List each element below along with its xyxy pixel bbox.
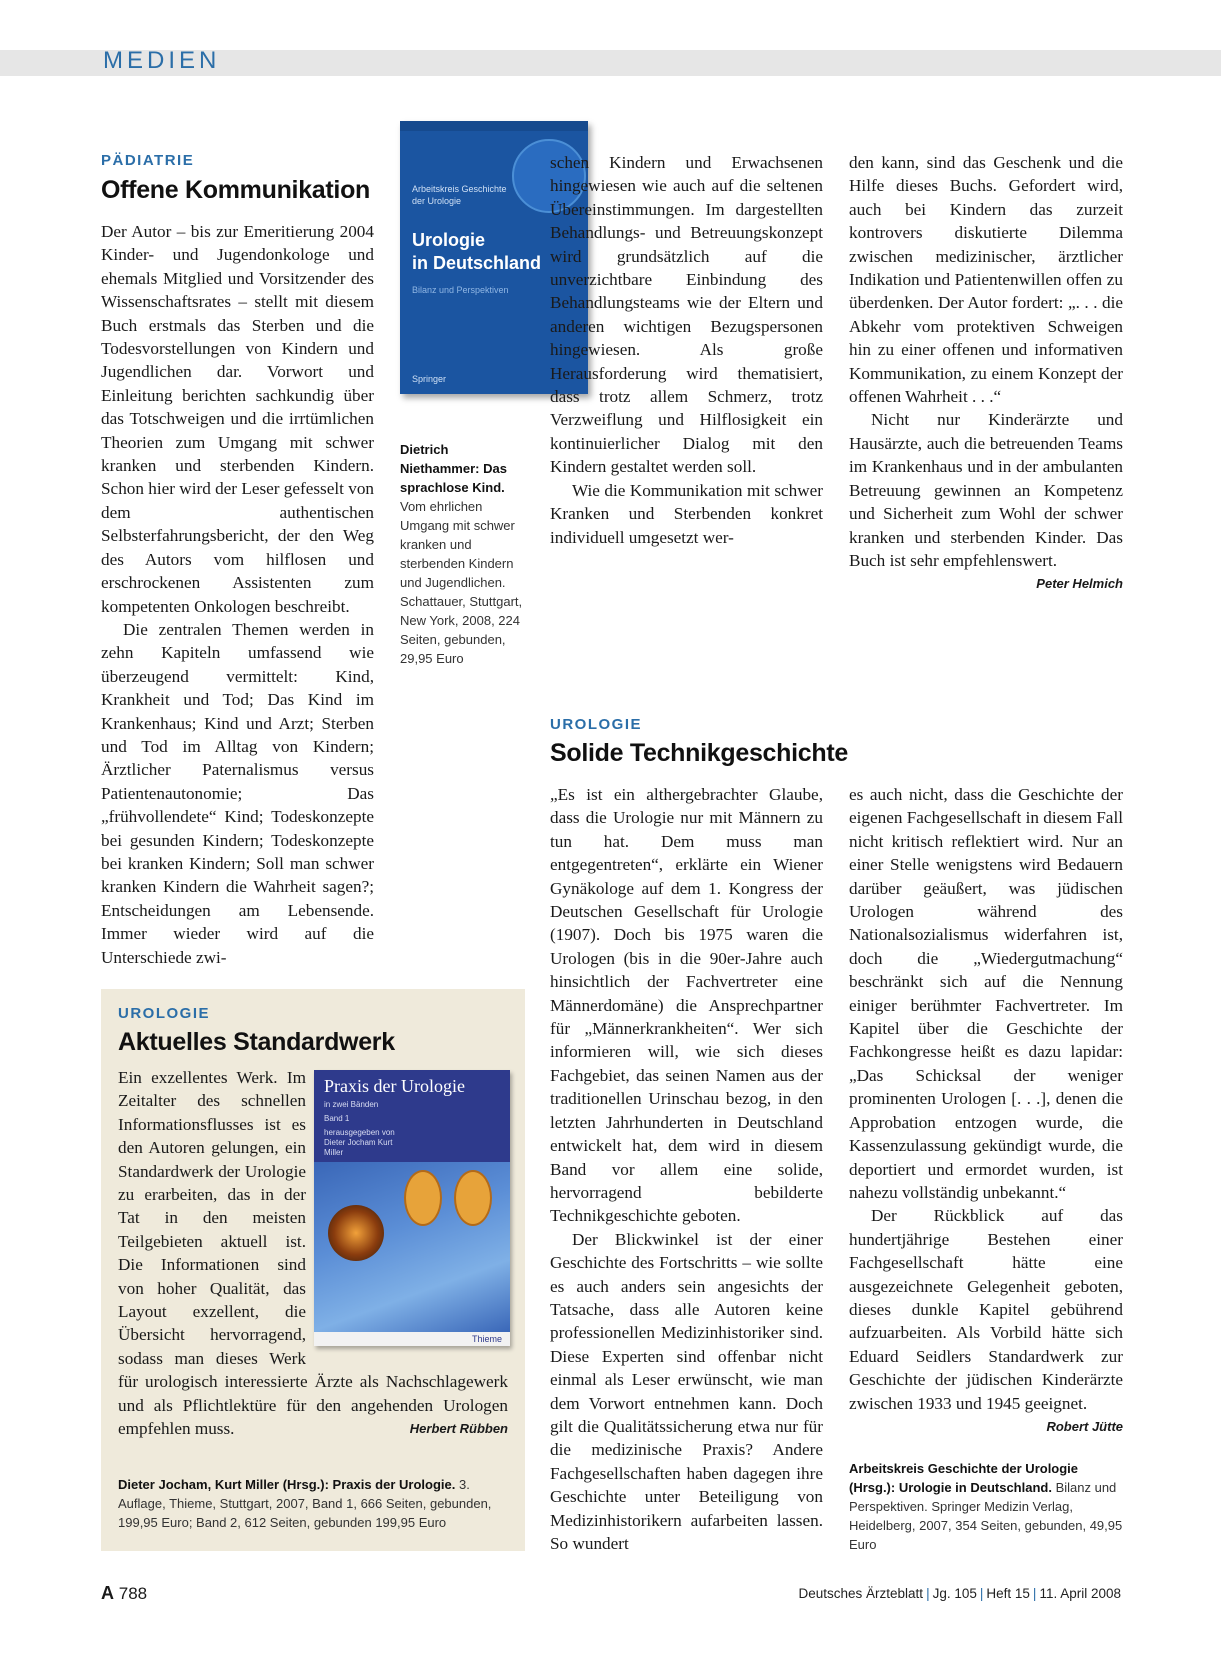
caption-details: 3. Auflage, Thieme, Stuttgart, 2007, Band 1, 666 Seiten, gebunden, 199,95 Euro; Band 2, 612 Seiten, gebunden 199,95 Euro [118,1477,492,1530]
article3-headline: Solide Technikgeschichte [550,739,848,767]
footer-separator: | [926,1586,930,1601]
cover2-editors: herausgegeben von Dieter Jocham Kurt Miller [324,1128,395,1157]
cover-float-spacer [306,1066,508,1350]
cover-title-line2: in Deutschland [412,253,542,273]
footer-journal-info [799,1586,1122,1601]
article3-caption [849,1459,1123,1554]
paragraph: schen Kindern und Erwachsenen hingewiesen wie auch auf die seltenen Übereinstimmungen. Im dargestellten Behandlungs- und Betreuungskonzept wird grundsätzlich auf die unverzichtbare Einbindung des Behandlungsteams wie der Eltern und anderen wichtigen Bezugspersonen hingewiesen. Als große Herausforderung wird thematisiert, dass trotz allem Schmerz, trotz Verzweiflung und Hilflosigkeit ein kontinuierlicher Dialog mit den Kindern gestaltet werden soll. [550,153,823,477]
footer-separator: | [1032,1586,1037,1601]
footer-journal: Deutsches Ärzteblatt [798,1586,924,1601]
page-prefix: A [101,1583,114,1603]
caption-title: Arbeitskreis Geschichte der Urologie (Hrsg.): Urologie in Deutschland. [849,1461,1079,1495]
cover-subtitle: Bilanz und Perspektiven [412,285,509,295]
article2-author: Herbert Rübben [409,1421,508,1437]
paragraph-text: Der Rückblick auf das hundertjährige Bestehen einer Fachgesellschaft hätte eine ausgezeichnete Gelegenheit geboten, dieses dunkle Kapitel gebührend aufzuarbeiten. Als Vorbild hätte sich Eduard Seidlers Standardwerk zur Geschichte der jüdischen Kinderärzte zwischen 1933 und 1945 geeignet. [849,1206,1123,1413]
footer-separator: | [979,1586,984,1601]
cover-publisher: Springer [412,374,447,384]
paragraph-text: Nicht nur Kinderärzte und Hausärzte, auch die betreuenden Teams im Krankenhaus und in der ambulanten Betreuung gewinnen an Kompetenz und Sicherheit zum Wohl der schwer kranken und sterbenden Kinder. Das Buch ist sehr empfehlenswert. [849,410,1123,570]
caption-details: Vom ehrlichen Umgang mit schwer kranken und sterbenden Kindern und Jugendlichen. Schattauer, Stuttgart, New York, 2008, 224 Seiten, gebunden, 29,95 Euro [400,499,523,666]
paragraph: Der Blickwinkel ist der einer Geschichte des Fortschritts – wie sollte es auch anders sein angesichts der Tatsache, dass alle Autoren keine professionellen Medizinhistoriker sind. Diese Experten sind offenbar nicht einmal als Leser erwünscht, wie man dem Vorwort entnehmen kann. Doch gilt die Qualitätssicherung etwa nur für die medizinische Praxis? Andere Fachgesellschaften haben dagegen ihre Geschichte unter Beteiligung von Medizinhistorikern aufarbeiten lassen. So wundert [550,1229,823,1553]
paragraph [849,1204,1123,1434]
article1-author: Peter Helmich [1036,576,1123,592]
article2-caption [118,1475,510,1532]
cover2-sub2: Band 1 [324,1114,350,1123]
footer-date: 11. April 2008 [1039,1586,1121,1601]
page-number-value: 788 [118,1584,148,1603]
paragraph: „Es ist ein althergebrachter Glaube, dass die Urologie nur mit Männern zu tun hat. Dem muss man entgegentreten“, erklärte ein Wiener Gynäkologe auf dem 1. Kongress der Deutschen Gesellschaft für Urologie (1907). Doch bis 1975 waren die Urologen (bis in die 90er-Jahre auch hinsichtlich der Fachvertreter eine Männerdomäne) die Ansprechpartner für „Männerkrankheiten“. Wer sich informieren will, wie sich dieses Fachgebiet, das seinen Namen aus der traditionellen Urinschau bezog, in den letzten Jahrhunderten in Deutschland entwickelt hat, dem wird in diesem Band vor allem eine solide, hervorragend bebilderte Technikgeschichte geboten. [550,785,823,1226]
article2-paragraph: Ein exzellentes Werk. Im Zeitalter des schnellen Informationsflusses ist es den Autoren gelungen, ein Standardwerk der Urologie zu erarbeiten, das in der Tat in den meisten Teilgebieten aktuell ist. Die Informationen sind von hoher Qualität, das Layout exzellent, die Übersicht hervorragend, sodass man dieses Werk für urologisch interessierte Ärzte als Nachschlagewerk und als Pflichtlektüre für den angehenden Urologen empfehlen muss. [118,1068,508,1439]
footer-issue: Heft 15 [986,1586,1030,1601]
article3-column-4 [849,783,1123,1438]
paragraph [849,408,1123,592]
article1-column-1 [101,220,374,969]
article3-kicker: UROLOGIE [550,716,643,733]
footer-volume: Jg. 105 [932,1586,977,1601]
cover2-sub1: in zwei Bänden [324,1100,379,1109]
cover-series: Arbeitskreis Geschichte der Urologie [412,184,507,206]
caption-title: Dietrich Niethammer: Das sprachlose Kind. [400,442,507,495]
article1-kicker: PÄDIATRIE [101,152,195,169]
article1-caption [400,440,530,668]
paragraph: den kann, sind das Geschenk und die Hilfe dieses Buchs. Gefordert wird, auch bei Kindern das zurzeit kontrovers diskutierte Dilemma zwischen medizinischer, ärztlicher Indikation und Patientenwillen offen zu überdenken. Der Autor fordert: „. . . die Abkehr vom protektiven Schweigen hin zu einer offenen und informativen Kommunikation, zu einem Konzept der offenen Wahrheit . . .“ [849,153,1123,407]
caption-details: Bilanz und Perspektiven. Springer Medizin Verlag, Heidelberg, 2007, 354 Seiten, gebunden, 49,95 Euro [849,1480,1123,1552]
article3-author: Robert Jütte [1046,1418,1123,1434]
caption-title: Dieter Jocham, Kurt Miller (Hrsg.): Praxis der Urologie. [118,1477,456,1492]
cover-title-line1: Urologie [412,230,486,250]
article3-column-3 [550,783,823,1555]
article1-column-3 [550,151,823,549]
paragraph: Wie die Kommunikation mit schwer Kranken und Sterbenden konkret individuell umgesetzt wer- [550,480,823,547]
section-label: MEDIEN [103,47,221,74]
article2-headline: Aktuelles Standardwerk [118,1028,395,1056]
article2-kicker: UROLOGIE [118,1005,211,1022]
article2-text [118,1066,508,1441]
paragraph: Der Autor – bis zur Emeritierung 2004 Kinder- und Jugendonkologe und ehemals Mitglied und Vorsitzender des Wissenschaftsrates – stellt mit diesem Buch erstmals das Sterben und die Todesvorstellungen von Kindern und Jugendlichen dar. Vorwort und Einleitung berichten sachkundig über das Totschweigen und die irrtümlichen Theorien zum Umgang mit schwer kranken und sterbenden Kindern. Schon hier wird der Leser gefesselt von dem authentischen Selbsterfahrungsbericht, der den Weg des Autors vom hilflosen und erschrockenen Assistenten zum kompetenten Onkologen beschreibt. [101,222,375,616]
article1-headline: Offene Kommunikation [101,176,371,204]
cover-strip [400,121,588,131]
cover2-title: Praxis der Urologie [324,1076,465,1096]
article1-column-4 [849,151,1123,596]
page-number [101,1583,147,1604]
paragraph: Die zentralen Themen werden in zehn Kapiteln umfassend wie überzeugend vermittelt: Kind, Krankheit und Tod; Das Kind im Krankenhaus; Kind und Arzt; Sterben und Tod im Alltag von Kindern; Ärztlicher Paternalismus versus Patientenautonomie; Das „frühvollendete“ Kind; Todeskonzepte bei gesunden Kindern; Todeskonzepte bei kranken Kindern; Soll man schwer kranken Kindern die Wahrheit sagen?; Entscheidungen am Lebensende. Immer wieder wird auf die Unterschiede zwi- [101,619,374,967]
cover2-publisher-label: Thieme [471,1334,502,1344]
cover-title [412,229,541,275]
paragraph: es auch nicht, dass die Geschichte der eigenen Fachgesellschaft in diesem Fall nicht kritisch reflektiert wird. Nur an einer Stelle wenigstens wird Bedauern darüber geäußert, was jüdischen Urologen während des Nationalsozialismus widerfahren ist, doch die „Wiedergutmachung“ beschränkt sich auf die Nennung einiger berühmter Fachvertreter. Im Kapitel über die Geschichte der Fachkongresse heißt es dazu lapidar: „Das Schicksal der weniger prominenten Urologen [. . .], denen die Approbation entzogen wurde, die Kassenzulassung gekündigt wurde, die deportiert und ermordet wurden, ist nahezu vollständig unbekannt.“ [849,785,1123,1202]
